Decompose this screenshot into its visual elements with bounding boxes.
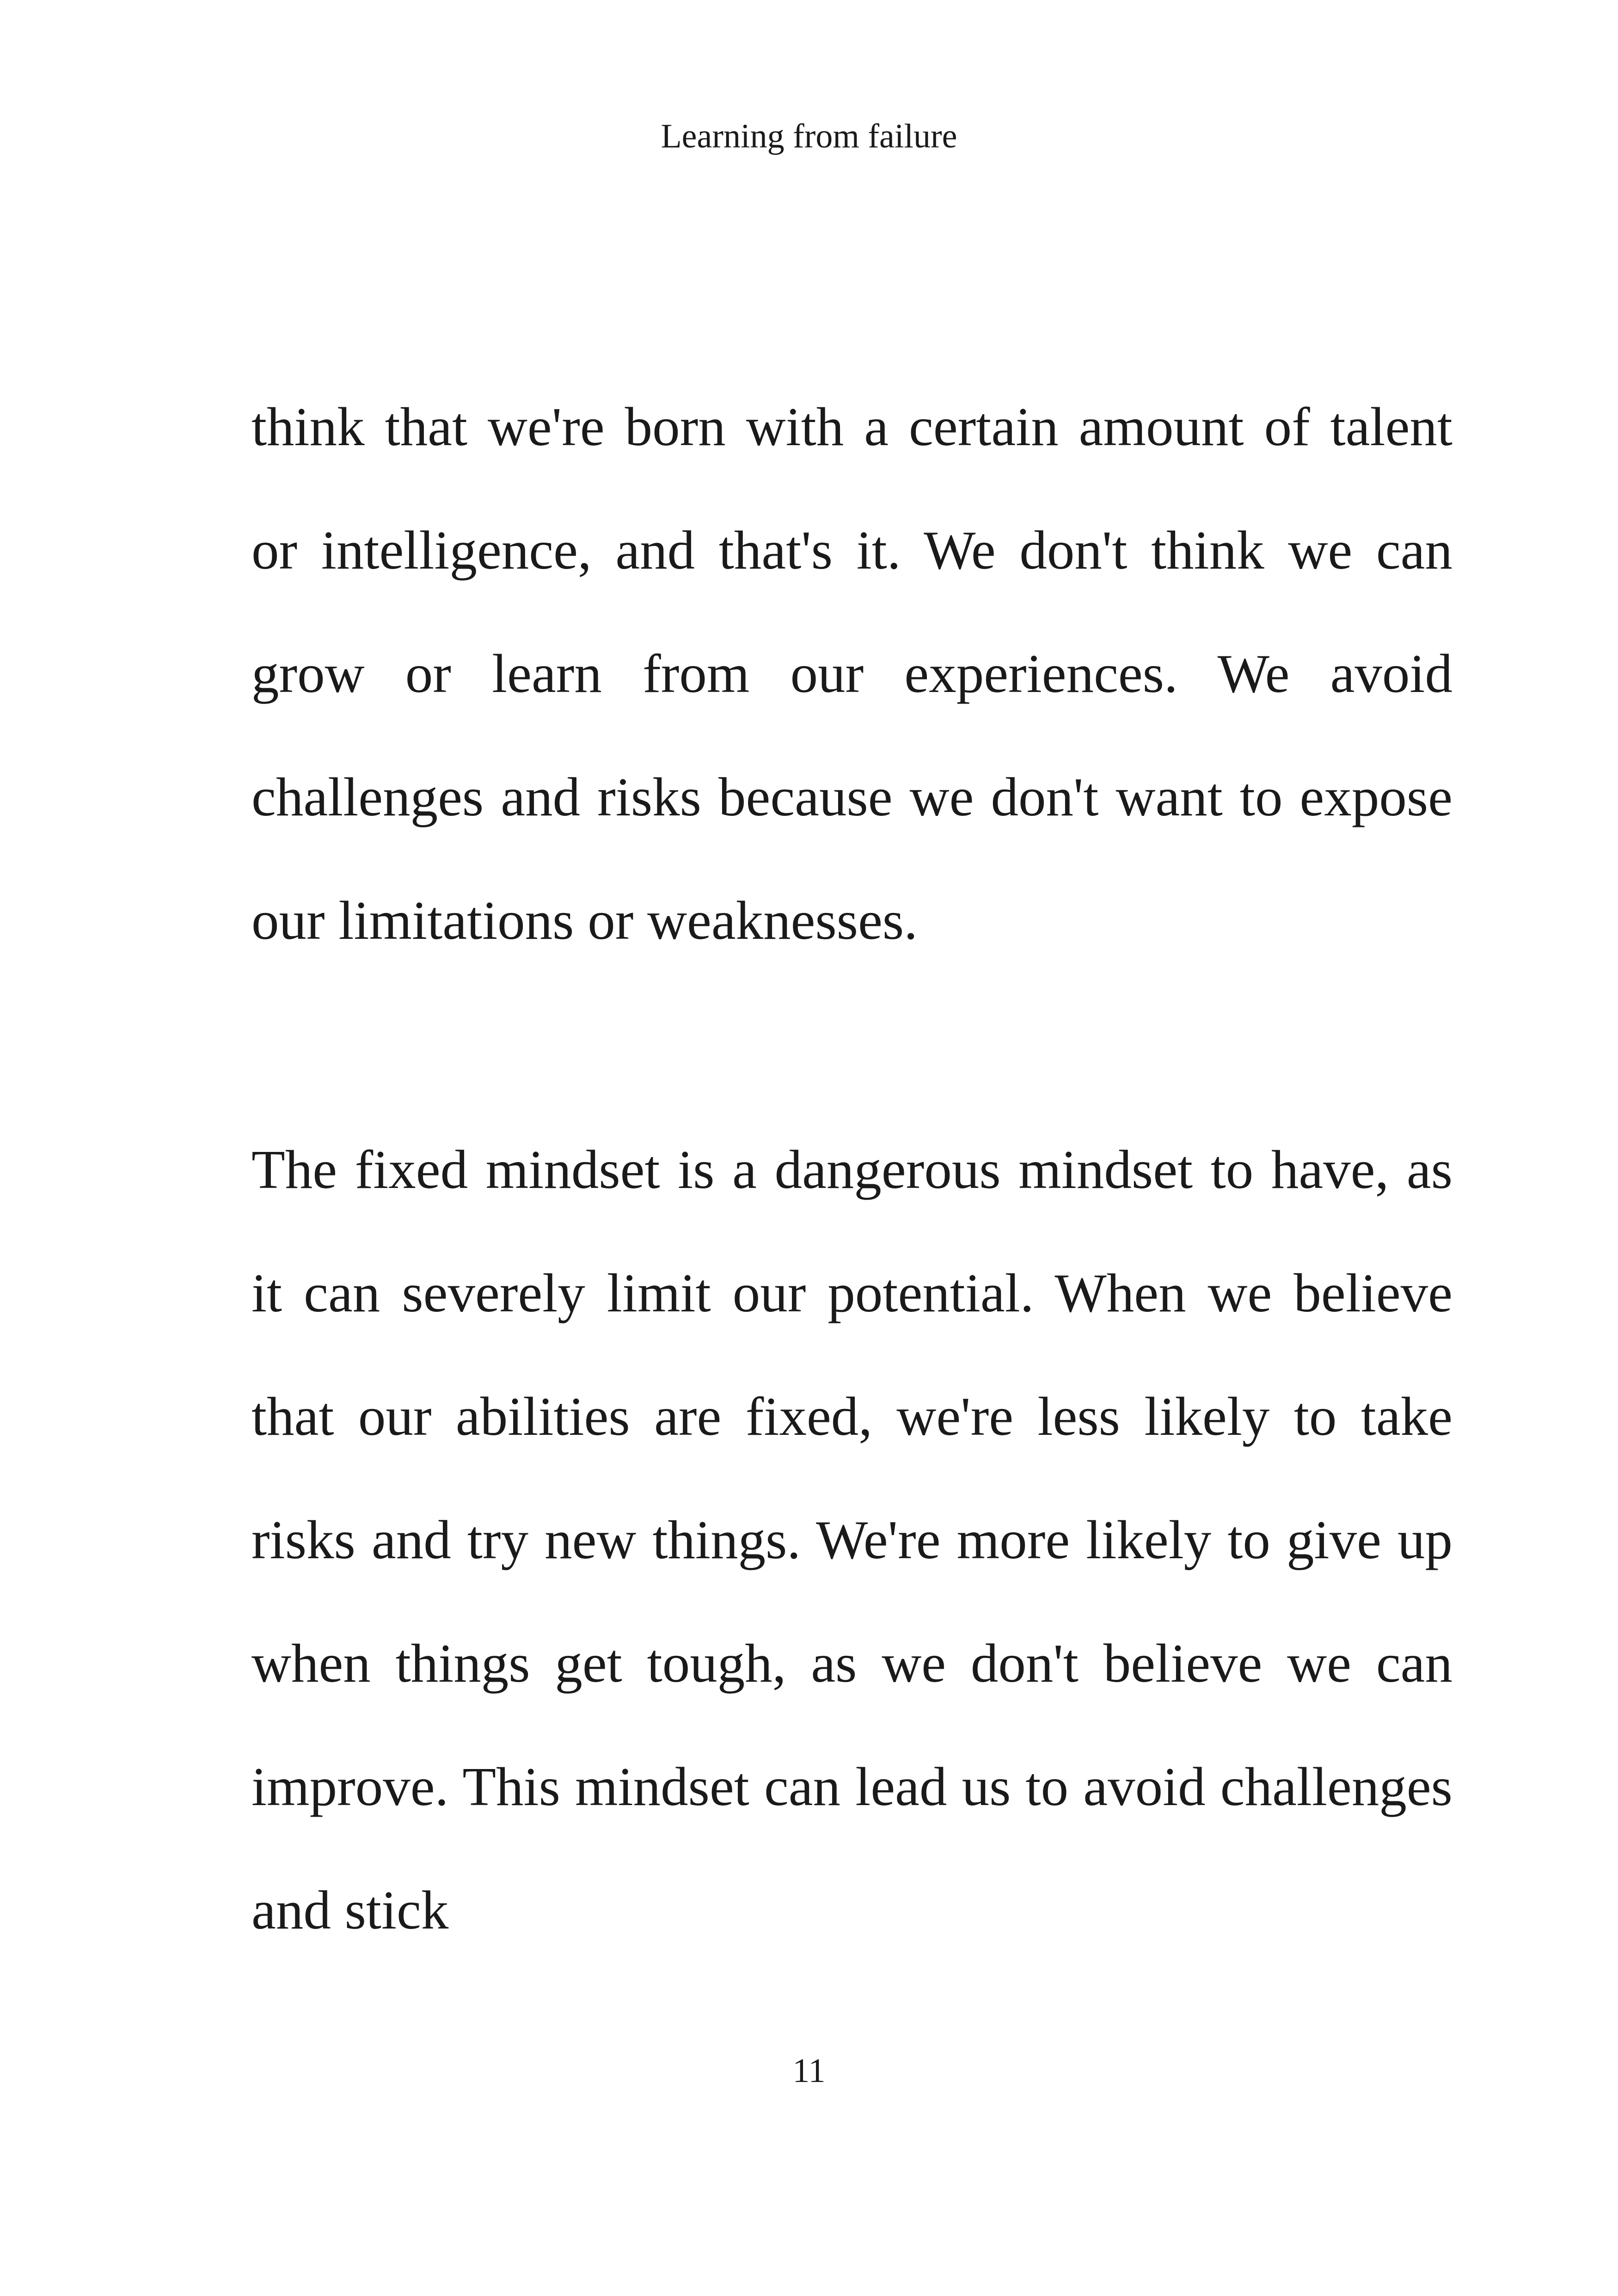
running-header: Learning from failure xyxy=(661,117,957,155)
body-paragraph: think that we're born with a certain amount of talent or intelligence, and that's it. We don't think we can grow or learn from our experiences. We avoid challenges and risks because we don't want to expose our limitations or weaknesses. xyxy=(251,396,1453,951)
paragraph-block xyxy=(251,1108,1453,1972)
paragraph-block xyxy=(251,365,1453,982)
page-number: 11 xyxy=(792,2052,826,2090)
body-paragraph: The fixed mindset is a dangerous mindset to have, as it can severely limit our potential. When we believe that our abilities are fixed, we're less likely to take risks and try new things. We're more likely to give up when things get tough, as we don't believe we can improve. This mindset can lead us to avoid challenges and stick xyxy=(251,1139,1453,1941)
